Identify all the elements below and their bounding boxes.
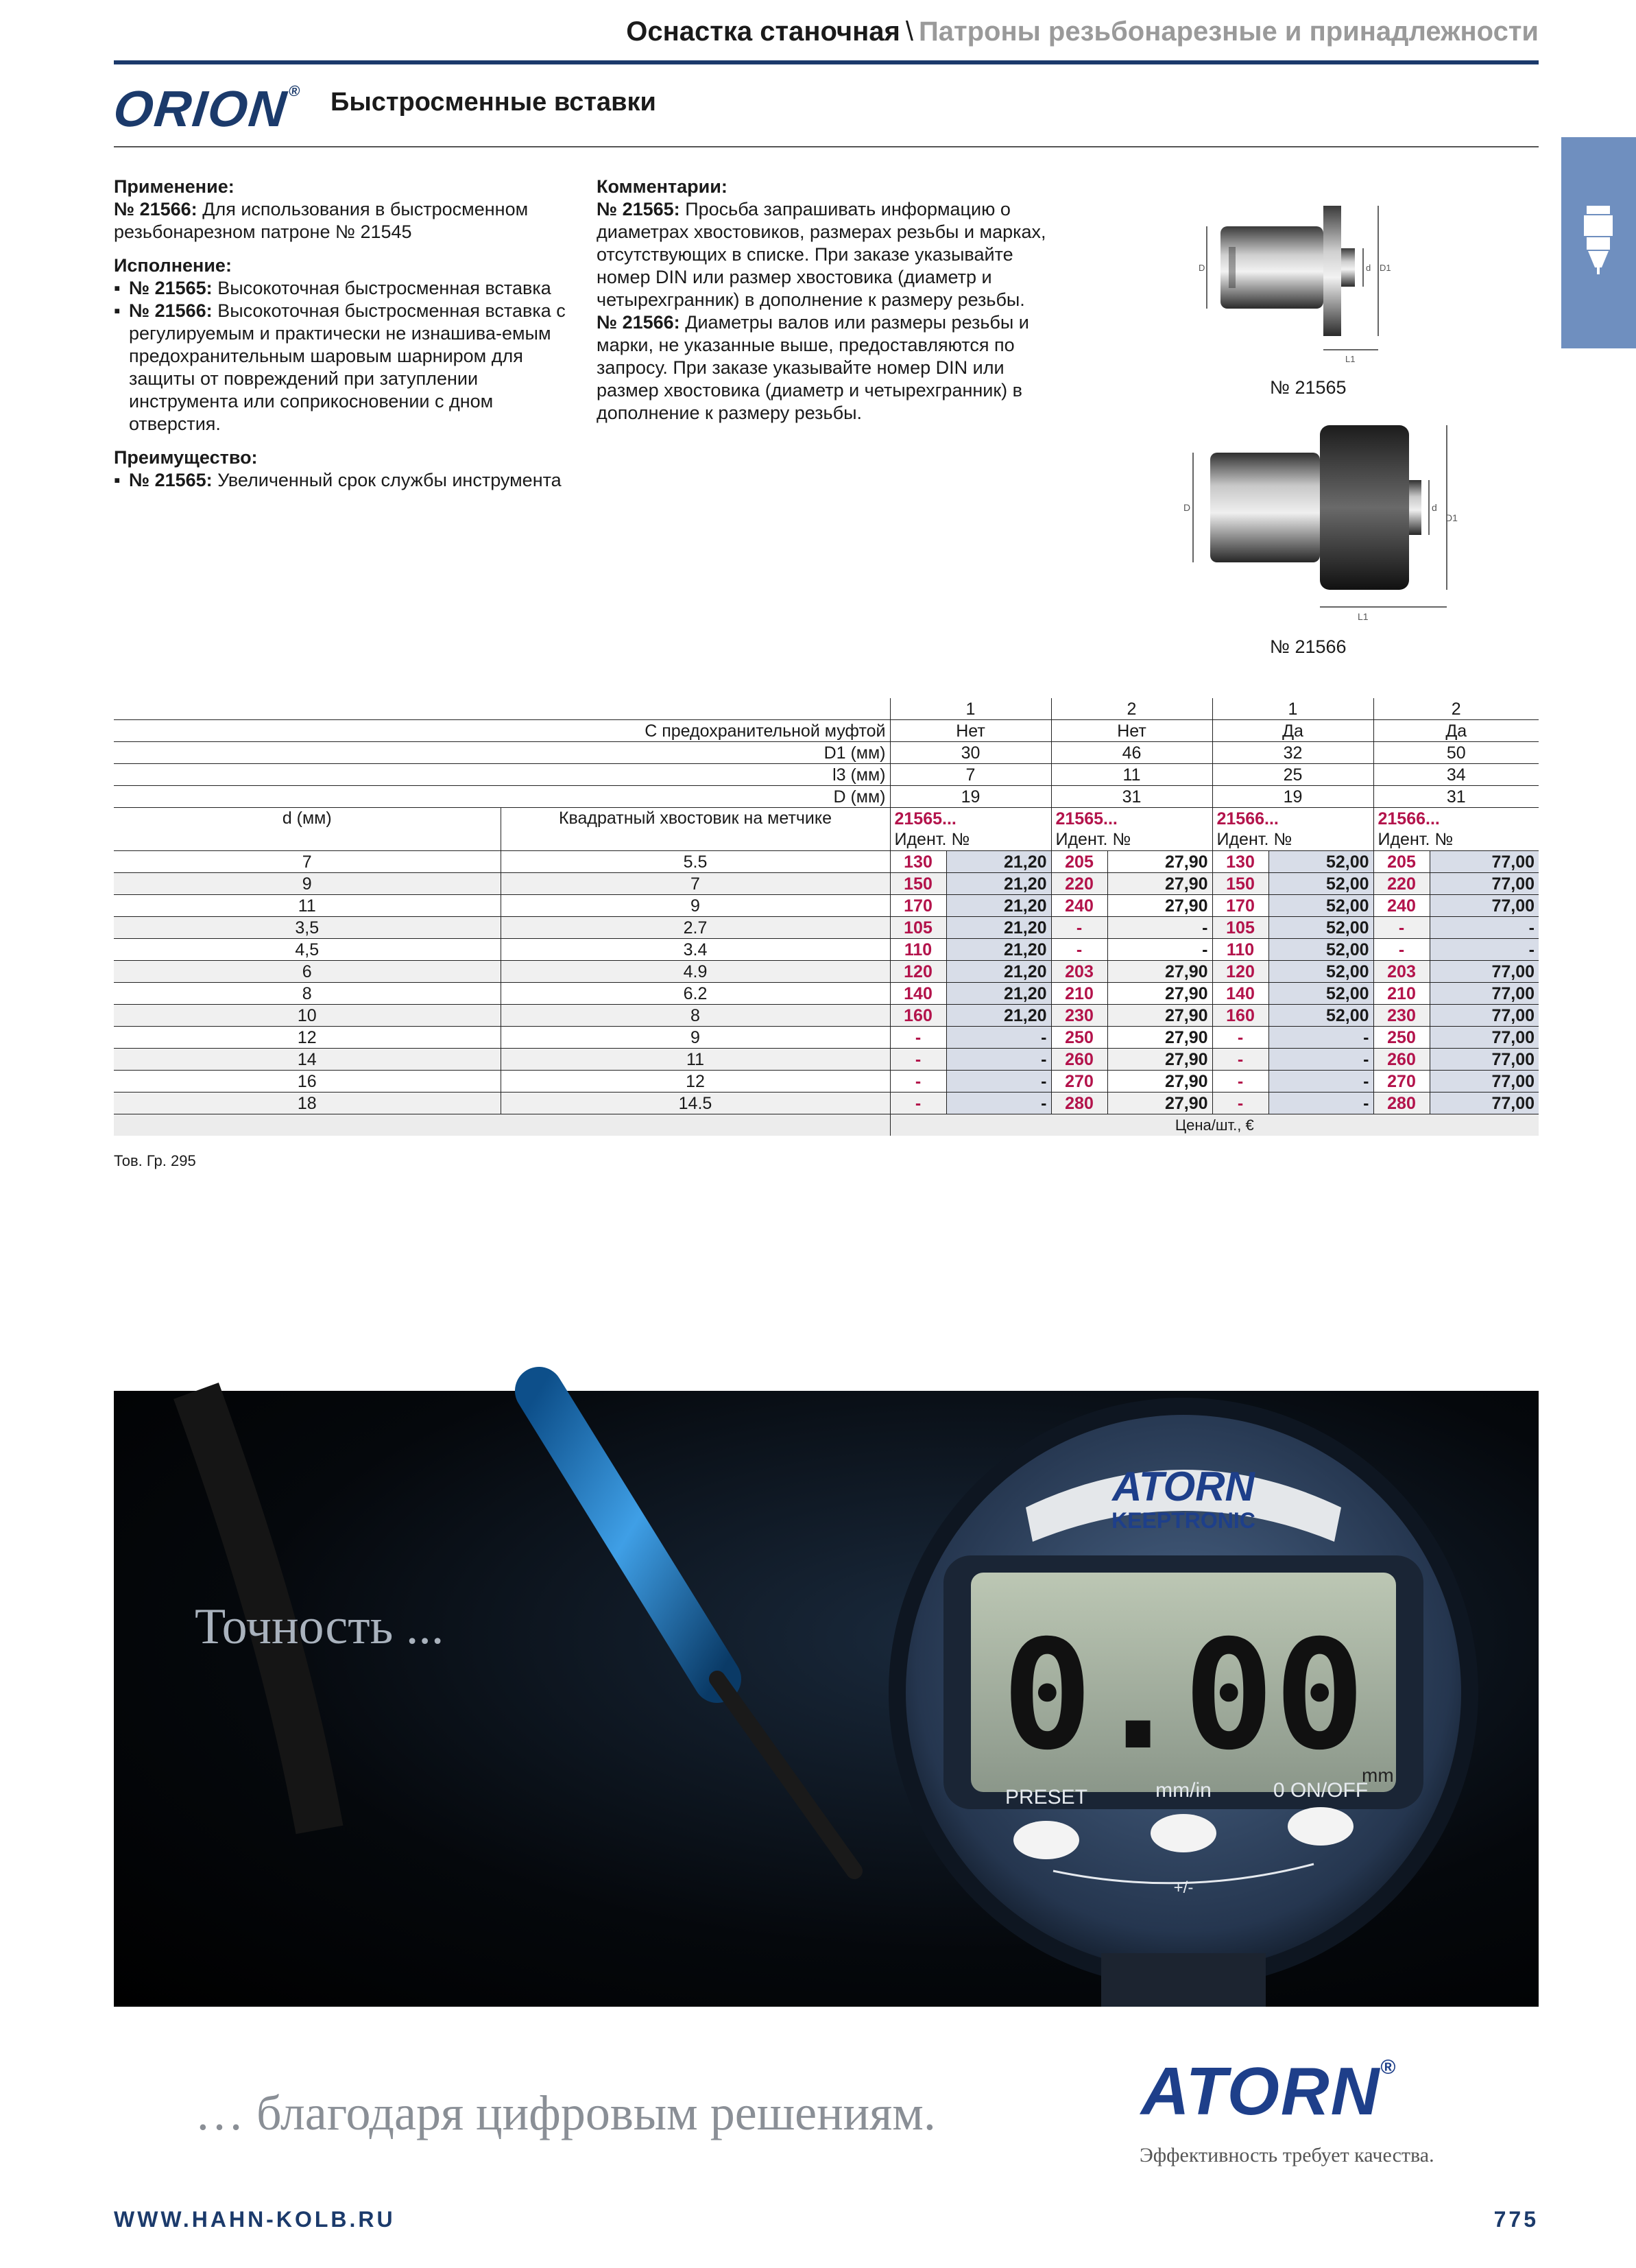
- cell-price: -: [1268, 1049, 1373, 1071]
- orion-logo: ORION®: [110, 80, 302, 137]
- cell-ident: -: [1212, 1049, 1268, 1071]
- spec-value: 50: [1373, 742, 1539, 764]
- table-row: [114, 1005, 1539, 1027]
- cell-square: 12: [501, 1071, 890, 1093]
- cell-price: 77,00: [1430, 1005, 1539, 1027]
- cell-ident: 220: [1051, 873, 1107, 895]
- table-row: [114, 851, 1539, 873]
- cell-price: 27,90: [1107, 1093, 1212, 1114]
- unit-toggle-button[interactable]: [1151, 1814, 1216, 1852]
- indicator-model: KEEPTRONIC: [1111, 1508, 1255, 1533]
- cell-d: 7: [114, 851, 501, 873]
- header-rule: [114, 60, 1539, 64]
- table-row: [114, 961, 1539, 983]
- atorn-logo: ATORN®: [1141, 2053, 1397, 2129]
- cell-price: -: [1107, 939, 1212, 961]
- spec-value: 31: [1373, 786, 1539, 808]
- cell-ident: 160: [1212, 1005, 1268, 1027]
- cell-ident: 105: [1212, 917, 1268, 939]
- cell-ident: 140: [1212, 983, 1268, 1005]
- cell-ident: 250: [1373, 1027, 1430, 1049]
- cell-d: 8: [114, 983, 501, 1005]
- cell-price: 52,00: [1268, 939, 1373, 961]
- page-number: 775: [1493, 2207, 1539, 2232]
- cell-price: 77,00: [1430, 895, 1539, 917]
- cell-price: 52,00: [1268, 873, 1373, 895]
- application-heading: Применение:: [114, 176, 234, 197]
- col-header-product: [890, 808, 1051, 851]
- table-row: [114, 1049, 1539, 1071]
- unit-label: mm/in: [1155, 1779, 1212, 1802]
- cell-ident: -: [1373, 917, 1430, 939]
- cell-ident: 120: [1212, 961, 1268, 983]
- atorn-advertisement: [114, 1391, 1539, 2007]
- left-text-column: [114, 176, 573, 492]
- spec-value: 7: [890, 764, 1051, 786]
- design-item: ▪ № 21565: Высокоточная быстросменная вставка: [114, 277, 573, 300]
- application-text: № 21566: Для использования в быстросменном резьбонарезном патроне № 21545: [114, 199, 529, 242]
- cell-ident: 280: [1051, 1093, 1107, 1114]
- spec-value: 31: [1051, 786, 1212, 808]
- footer-spacer: [114, 1114, 890, 1136]
- cell-price: 27,90: [1107, 983, 1212, 1005]
- dim-label-D: D: [1183, 502, 1191, 513]
- cell-ident: 220: [1373, 873, 1430, 895]
- cell-square: 8: [501, 1005, 890, 1027]
- cell-price: 27,90: [1107, 1049, 1212, 1071]
- cell-square: 3.4: [501, 939, 890, 961]
- spec-row: [114, 720, 1539, 742]
- price-unit-label: Цена/шт., €: [890, 1114, 1539, 1136]
- design-item: ▪ № 21566: Высокоточная быстросменная вставка с регулируемым и практически не изнашива-емым предохранительным шаровым шарниром для защиты от повреждений при затуплении инструмента или соприкосновении с дном отверстия.: [114, 300, 573, 435]
- spec-row: [114, 742, 1539, 764]
- dim-label-D1: D1: [1445, 512, 1458, 523]
- cell-d: 14: [114, 1049, 501, 1071]
- cell-price: -: [1268, 1093, 1373, 1114]
- cell-ident: -: [1212, 1093, 1268, 1114]
- cell-ident: 150: [890, 873, 946, 895]
- spec-value: 25: [1212, 764, 1373, 786]
- product-number: 21565...: [894, 809, 957, 828]
- spec-value: 46: [1051, 742, 1212, 764]
- drawing-caption-21565: № 21565: [1270, 377, 1347, 398]
- cell-price: -: [1107, 917, 1212, 939]
- cell-price: 77,00: [1430, 873, 1539, 895]
- cell-price: 27,90: [1107, 895, 1212, 917]
- cell-ident: -: [1051, 917, 1107, 939]
- cell-price: 77,00: [1430, 1049, 1539, 1071]
- onoff-button[interactable]: [1288, 1807, 1354, 1846]
- dim-label-D: D: [1199, 263, 1205, 273]
- cell-ident: 120: [890, 961, 946, 983]
- cell-square: 2.7: [501, 917, 890, 939]
- cell-square: 11: [501, 1049, 890, 1071]
- cell-ident: 130: [890, 851, 946, 873]
- preset-button[interactable]: [1013, 1821, 1079, 1859]
- cell-ident: 230: [1051, 1005, 1107, 1027]
- cell-price: -: [1430, 939, 1539, 961]
- spec-value: Нет: [1051, 720, 1212, 742]
- product-group: Тов. Гр. 295: [114, 1152, 196, 1169]
- cell-ident: 250: [1051, 1027, 1107, 1049]
- cell-ident: 140: [890, 983, 946, 1005]
- spec-value: Нет: [890, 720, 1051, 742]
- col-header-product: [1373, 808, 1539, 851]
- cell-price: 77,00: [1430, 1071, 1539, 1093]
- cell-ident: 203: [1373, 961, 1430, 983]
- col-header-product: [1051, 808, 1212, 851]
- cell-price: 77,00: [1430, 983, 1539, 1005]
- price-footer-row: [114, 1114, 1539, 1136]
- cell-price: 52,00: [1268, 961, 1373, 983]
- spec-value: Да: [1212, 720, 1373, 742]
- cell-square: 7: [501, 873, 890, 895]
- cell-d: 11: [114, 895, 501, 917]
- advantage-heading: Преимущество:: [114, 447, 258, 468]
- cell-ident: 203: [1051, 961, 1107, 983]
- col-header-square: Квадратный хвостовик на метчике: [501, 808, 890, 851]
- cell-ident: 280: [1373, 1093, 1430, 1114]
- dim-label-d: d: [1432, 502, 1437, 513]
- spec-label: С предохранительной муфтой: [114, 720, 890, 742]
- cell-ident: 110: [1212, 939, 1268, 961]
- col-header-d: d (мм): [114, 808, 501, 851]
- size-row: [114, 698, 1539, 720]
- cell-d: 12: [114, 1027, 501, 1049]
- spec-value: 11: [1051, 764, 1212, 786]
- cell-ident: 170: [890, 895, 946, 917]
- cell-ident: -: [890, 1027, 946, 1049]
- cell-ident: 270: [1373, 1071, 1430, 1093]
- dim-label-L1: L1: [1345, 354, 1356, 364]
- cell-ident: 210: [1051, 983, 1107, 1005]
- cell-ident: -: [1051, 939, 1107, 961]
- ident-label: Идент. №: [1216, 830, 1292, 849]
- cell-price: -: [946, 1027, 1051, 1049]
- cell-price: 27,90: [1107, 1005, 1212, 1027]
- size-value: 1: [1212, 698, 1373, 720]
- cell-price: -: [946, 1093, 1051, 1114]
- cell-price: 21,20: [946, 1005, 1051, 1027]
- product-drawing-21565: [1179, 185, 1419, 370]
- dim-label-d: d: [1366, 263, 1371, 273]
- cell-price: 77,00: [1430, 961, 1539, 983]
- cell-ident: 170: [1212, 895, 1268, 917]
- cell-d: 9: [114, 873, 501, 895]
- section-header: [626, 16, 1539, 47]
- cell-price: 21,20: [946, 917, 1051, 939]
- cell-ident: 240: [1051, 895, 1107, 917]
- cell-square: 9: [501, 1027, 890, 1049]
- spec-value: 19: [890, 786, 1051, 808]
- title-rule: [114, 146, 1539, 147]
- ad-tagline: … благодаря цифровым решениям.: [195, 2086, 936, 2140]
- ident-label: Идент. №: [1055, 830, 1131, 849]
- table-row: [114, 983, 1539, 1005]
- spec-label: [114, 698, 890, 720]
- onoff-label: 0 ON/OFF: [1273, 1779, 1369, 1802]
- table-row: [114, 939, 1539, 961]
- cell-d: 3,5: [114, 917, 501, 939]
- cell-price: 77,00: [1430, 1027, 1539, 1049]
- cell-ident: 260: [1051, 1049, 1107, 1071]
- cell-ident: 160: [890, 1005, 946, 1027]
- col-header-product: [1212, 808, 1373, 851]
- spec-label: D1 (мм): [114, 742, 890, 764]
- product-table: [114, 698, 1539, 1136]
- ident-label: Идент. №: [894, 830, 970, 849]
- cell-ident: 110: [890, 939, 946, 961]
- cell-ident: 130: [1212, 851, 1268, 873]
- cell-ident: 105: [890, 917, 946, 939]
- cell-ident: 205: [1051, 851, 1107, 873]
- spec-label: l3 (мм): [114, 764, 890, 786]
- column-header-row: [114, 808, 1539, 851]
- cell-price: 27,90: [1107, 873, 1212, 895]
- header-separator: \: [905, 16, 914, 47]
- spec-row: [114, 764, 1539, 786]
- cell-ident: 230: [1373, 1005, 1430, 1027]
- cell-price: 27,90: [1107, 851, 1212, 873]
- cell-price: 21,20: [946, 851, 1051, 873]
- table-row: [114, 917, 1539, 939]
- spec-label: D (мм): [114, 786, 890, 808]
- cell-ident: -: [1212, 1027, 1268, 1049]
- cell-d: 16: [114, 1071, 501, 1093]
- cell-price: 27,90: [1107, 1027, 1212, 1049]
- cell-price: 77,00: [1430, 1093, 1539, 1114]
- size-value: 1: [890, 698, 1051, 720]
- cell-d: 18: [114, 1093, 501, 1114]
- cell-price: 77,00: [1430, 851, 1539, 873]
- cell-price: 52,00: [1268, 895, 1373, 917]
- cell-d: 10: [114, 1005, 501, 1027]
- cell-price: -: [1268, 1071, 1373, 1093]
- product-number: 21566...: [1378, 809, 1440, 828]
- section-title: Оснастка станочная: [626, 16, 900, 47]
- cell-ident: -: [890, 1071, 946, 1093]
- size-value: 2: [1051, 698, 1212, 720]
- ident-label: Идент. №: [1378, 830, 1454, 849]
- cell-price: 21,20: [946, 939, 1051, 961]
- product-number: 21566...: [1216, 809, 1279, 828]
- spec-value: 30: [890, 742, 1051, 764]
- cell-ident: -: [890, 1093, 946, 1114]
- table-row: [114, 1027, 1539, 1049]
- cell-price: 52,00: [1268, 917, 1373, 939]
- indicator-brand: ATORN: [1112, 1464, 1255, 1509]
- comments-column: [597, 176, 1063, 425]
- cell-price: 21,20: [946, 961, 1051, 983]
- table-row: [114, 1071, 1539, 1093]
- cell-price: 21,20: [946, 983, 1051, 1005]
- cell-ident: -: [1373, 939, 1430, 961]
- lcd-value: 0.00: [1002, 1608, 1365, 1783]
- advantage-item: ▪ № 21565: Увеличенный срок службы инструмента: [114, 469, 573, 492]
- spec-value: 34: [1373, 764, 1539, 786]
- cell-square: 14.5: [501, 1093, 890, 1114]
- cell-ident: 240: [1373, 895, 1430, 917]
- cell-square: 9: [501, 895, 890, 917]
- table-row: [114, 1093, 1539, 1114]
- cell-ident: 150: [1212, 873, 1268, 895]
- digital-indicator-illustration: [114, 1391, 1539, 2007]
- cell-ident: -: [890, 1049, 946, 1071]
- cell-price: -: [946, 1049, 1051, 1071]
- spec-value: Да: [1373, 720, 1539, 742]
- comment-21565: № 21565: Просьба запрашивать информацию о диаметрах хвостовиков, размерах резьбы и марках, отсутствующих в списке. При заказе указывайте номер DIN или размер хвостовика (диаметр и четырехгранник) в дополнение к размеру резьбы.: [597, 199, 1046, 310]
- dim-label-D1: D1: [1380, 263, 1391, 273]
- arrow-label: +/-: [1173, 1878, 1194, 1897]
- comment-21566: № 21566: Диаметры валов или размеры резьбы и марки, не указанные выше, предоставляются по запросу. При заказе указывайте номер DIN или размер хвостовика (диаметр и четырехгранник) в дополнение к размеру резьбы.: [597, 312, 1029, 423]
- cell-price: 21,20: [946, 873, 1051, 895]
- product-title: Быстросменные вставки: [330, 88, 656, 117]
- table-row: [114, 873, 1539, 895]
- product-number: 21565...: [1055, 809, 1118, 828]
- spec-value: 19: [1212, 786, 1373, 808]
- cell-ident: 210: [1373, 983, 1430, 1005]
- design-heading: Исполнение:: [114, 255, 232, 276]
- cell-price: 52,00: [1268, 851, 1373, 873]
- cell-d: 6: [114, 961, 501, 983]
- table-row: [114, 895, 1539, 917]
- dim-label-L1: L1: [1358, 611, 1369, 622]
- cell-price: -: [1430, 917, 1539, 939]
- subsection-title: Патроны резьбонарезные и принадлежности: [919, 16, 1539, 47]
- cell-square: 4.9: [501, 961, 890, 983]
- cell-ident: -: [1212, 1071, 1268, 1093]
- cell-square: 5.5: [501, 851, 890, 873]
- cell-price: 27,90: [1107, 961, 1212, 983]
- cell-price: 52,00: [1268, 1005, 1373, 1027]
- size-value: 2: [1373, 698, 1539, 720]
- cell-ident: 260: [1373, 1049, 1430, 1071]
- cell-price: -: [1268, 1027, 1373, 1049]
- preset-label: PRESET: [1005, 1786, 1088, 1809]
- atorn-slogan: Эффективность требует качества.: [1140, 2144, 1434, 2166]
- product-drawing-21566: [1145, 411, 1458, 624]
- spec-value: 32: [1212, 742, 1373, 764]
- chuck-icon: [1581, 206, 1615, 274]
- cell-square: 6.2: [501, 983, 890, 1005]
- cell-ident: 205: [1373, 851, 1430, 873]
- cell-price: 52,00: [1268, 983, 1373, 1005]
- cell-price: -: [946, 1071, 1051, 1093]
- ad-headline: Точность ...: [195, 1599, 444, 1655]
- drawing-caption-21566: № 21566: [1270, 636, 1347, 657]
- cell-price: 21,20: [946, 895, 1051, 917]
- footer-website-link[interactable]: WWW.HAHN-KOLB.RU: [114, 2207, 396, 2232]
- lcd-unit: mm: [1362, 1765, 1394, 1786]
- cell-price: 27,90: [1107, 1071, 1212, 1093]
- spec-row: [114, 786, 1539, 808]
- cell-d: 4,5: [114, 939, 501, 961]
- cell-ident: 270: [1051, 1071, 1107, 1093]
- comments-heading: Комментарии:: [597, 176, 727, 197]
